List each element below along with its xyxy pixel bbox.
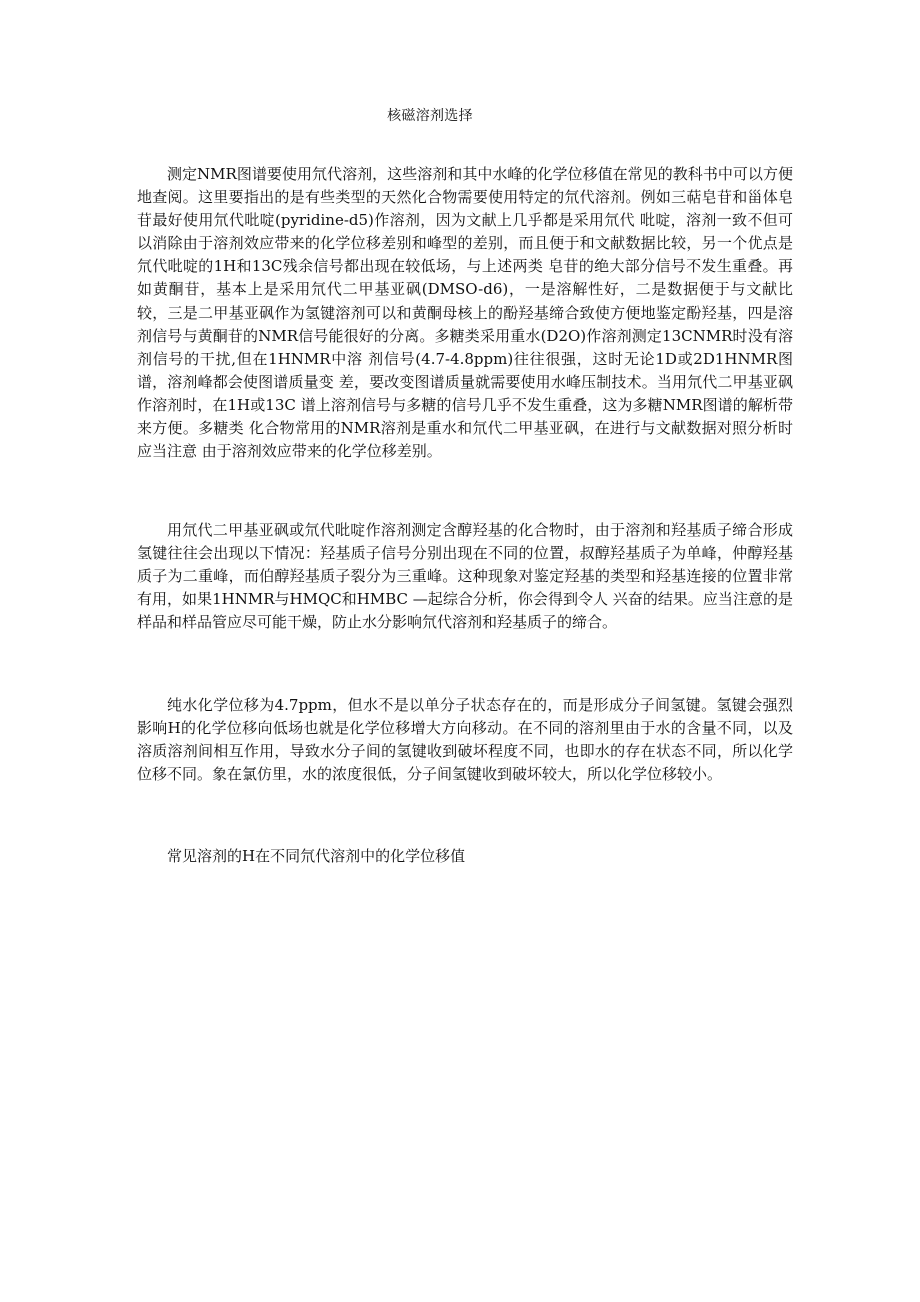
- paragraph-table-caption: 常见溶剂的H在不同氘代溶剂中的化学位移值: [167, 847, 466, 865]
- paragraph-hydroxyl-protons: 用氘代二甲基亚砜或氘代吡啶作溶剂测定含醇羟基的化合物时，由于溶剂和羟基质子缔合形成氢键往往会出现以下情况：羟基质子信号分别出现在不同的位置，叔醇羟基质子为单峰，仲醇羟基质子为二重峰，而伯醇羟基质子裂分为三重峰。这种现象对鉴定羟基的类型和羟基连接的位置非常有用，如果1HNMR与HMQC和HMBC —起综合分析，你会得到令人 兴奋的结果。应当注意的是样品和样品管应尽可能干燥，防止水分影响氘代溶剂和羟基质子的缔合。: [137, 521, 793, 632]
- paragraph-solvent-selection: 测定NMR图谱要使用氘代溶剂，这些溶剂和其中水峰的化学位移值在常见的教科书中可以方便地查阅。这里要指出的是有些类型的天然化合物需要使用特定的氘代溶剂。例如三萜皂苷和甾体皂苷最好使用氘代吡啶(pyridine-d5)作溶剂，因为文献上几乎都是采用氘代 吡啶，溶剂一致不但可以消除由于溶剂效应带来的化学位移差别和峰型的差别，而且便于和文献数据比较，另一个优点是氘代吡啶的1H和13C残余信号都出现在较低场，与上述两类 皂苷的绝大部分信号不发生重叠。再如黄酮苷，基本上是采用氘代二甲基亚砜(DMSO-d6)，一是溶解性好，二是数据便于与文献比较，三是二甲基亚砜作为氢键溶剂可以和黄酮母核上的酚羟基缔合致使方便地鉴定酚羟基，四是溶剂信号与黄酮苷的NMR信号能很好的分离。多糖类采用重水(D2O)作溶剂测定13CNMR时没有溶剂信号的干扰,但在1HNMR中溶 剂信号(4.7-4.8ppm)往往很强，这时无论1D或2D1HNMR图谱，溶剂峰都会使图谱质量变 差，要改变图谱质量就需要使用水峰压制技术。当用氘代二甲基亚砜作溶剂时，在1H或13C 谱上溶剂信号与多糖的信号几乎不发生重叠，这为多糖NMR图谱的解析带来方便。多糖类 化合物常用的NMR溶剂是重水和氘代二甲基亚砜，在进行与文献数据对照分析时应当注意 由于溶剂效应带来的化学位移差别。: [137, 165, 793, 461]
- document-title: 核磁溶剂选择: [387, 108, 473, 124]
- paragraph-water-shift: 纯水化学位移为4.7ppm，但水不是以单分子状态存在的，而是形成分子间氢键。氢键会强烈影响H的化学位移向低场也就是化学位移增大方向移动。在不同的溶剂里由于水的含量不同，以及溶质溶剂间相互作用，导致水分子间的氢键收到破坏程度不同，也即水的存在状态不同，所以化学位移不同。象在氯仿里，水的浓度很低，分子间氢键收到破坏较大，所以化学位移较小。: [137, 696, 793, 784]
